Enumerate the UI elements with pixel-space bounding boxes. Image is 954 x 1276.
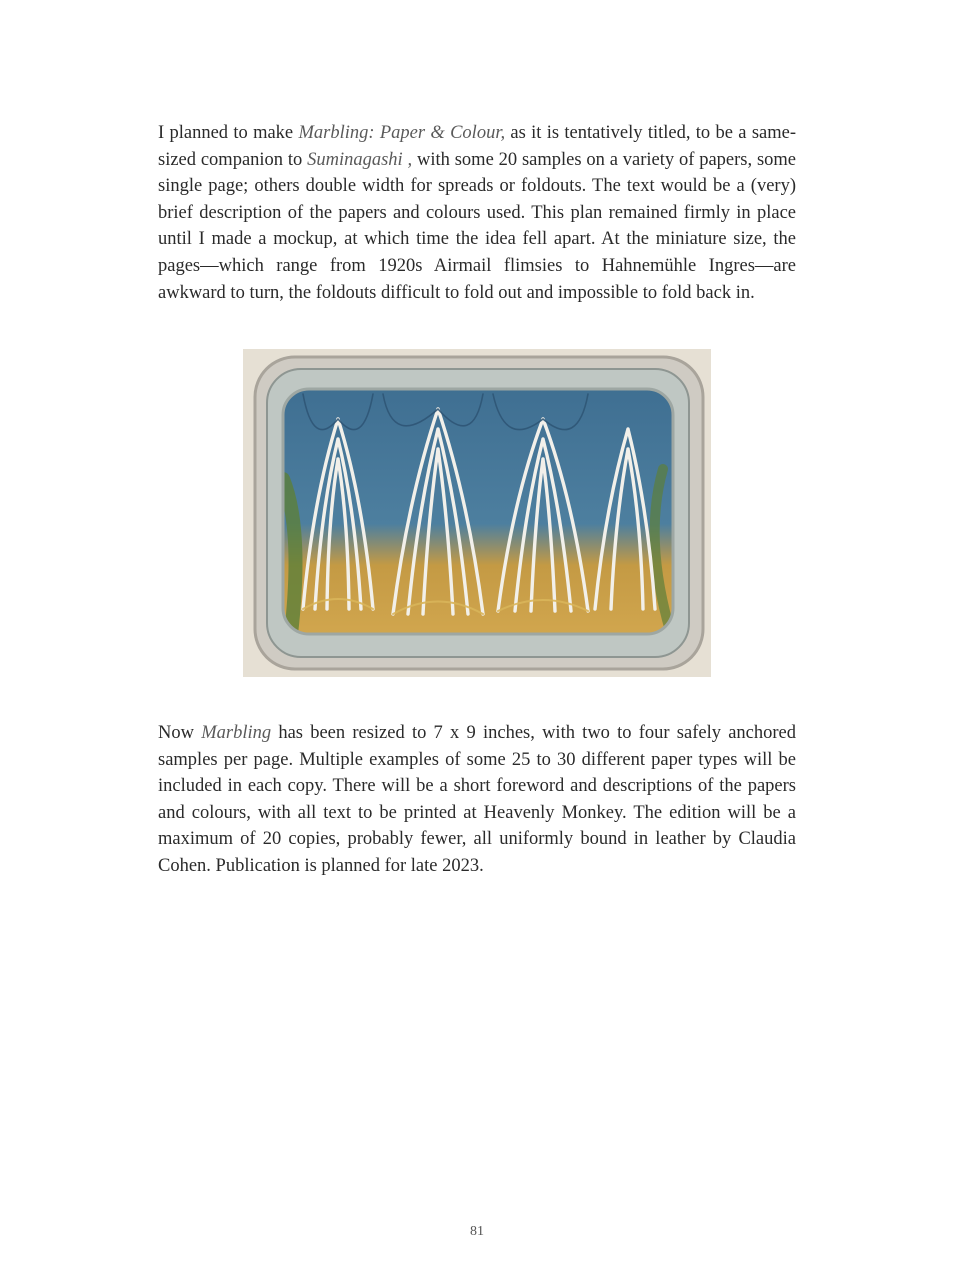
marbling-tray-photo	[243, 349, 711, 677]
text-segment: I planned to make	[158, 123, 299, 143]
book-title-suminagashi: Suminagashi ,	[307, 149, 413, 170]
page-number: 81	[470, 1224, 484, 1239]
paragraph-1	[158, 120, 796, 306]
paragraph-2	[158, 720, 796, 880]
marbling-tray-illustration	[243, 349, 711, 677]
text-segment: with some 20 samples on a variety of papers, some single page; others double width for spreads or foldouts. The text would be a (very) brief description of the papers and colours used. This plan remained firmly in place until I made a mockup, at which time the idea fell apart. At the miniature size, the pages—which range from 1920s Airmail flimsies to Hahnemühle Ingres—are awkward to turn, the foldouts difficult to fold out and impossible to fold back in.	[158, 149, 797, 303]
book-title-marbling: Marbling: Paper & Colour,	[298, 123, 506, 143]
text-segment: Now	[158, 723, 202, 743]
book-title-marbling: Marbling	[201, 723, 272, 743]
text-segment: as it is tentatively titled, to be a same-sized companion to	[158, 123, 796, 170]
text-segment: has been resized to 7 x 9 inches, with two to four safely anchored samples per page. Multiple examples of some 25 to 30 different paper types will be included in each copy. There will be a short foreword and descriptions of the papers and colours, with all text to be printed at Heavenly Monkey. The edition will be a maximum of 20 copies, probably fewer, all uniformly bound in leather by Claudia Cohen. Publication is planned for late 2023.	[158, 723, 796, 876]
